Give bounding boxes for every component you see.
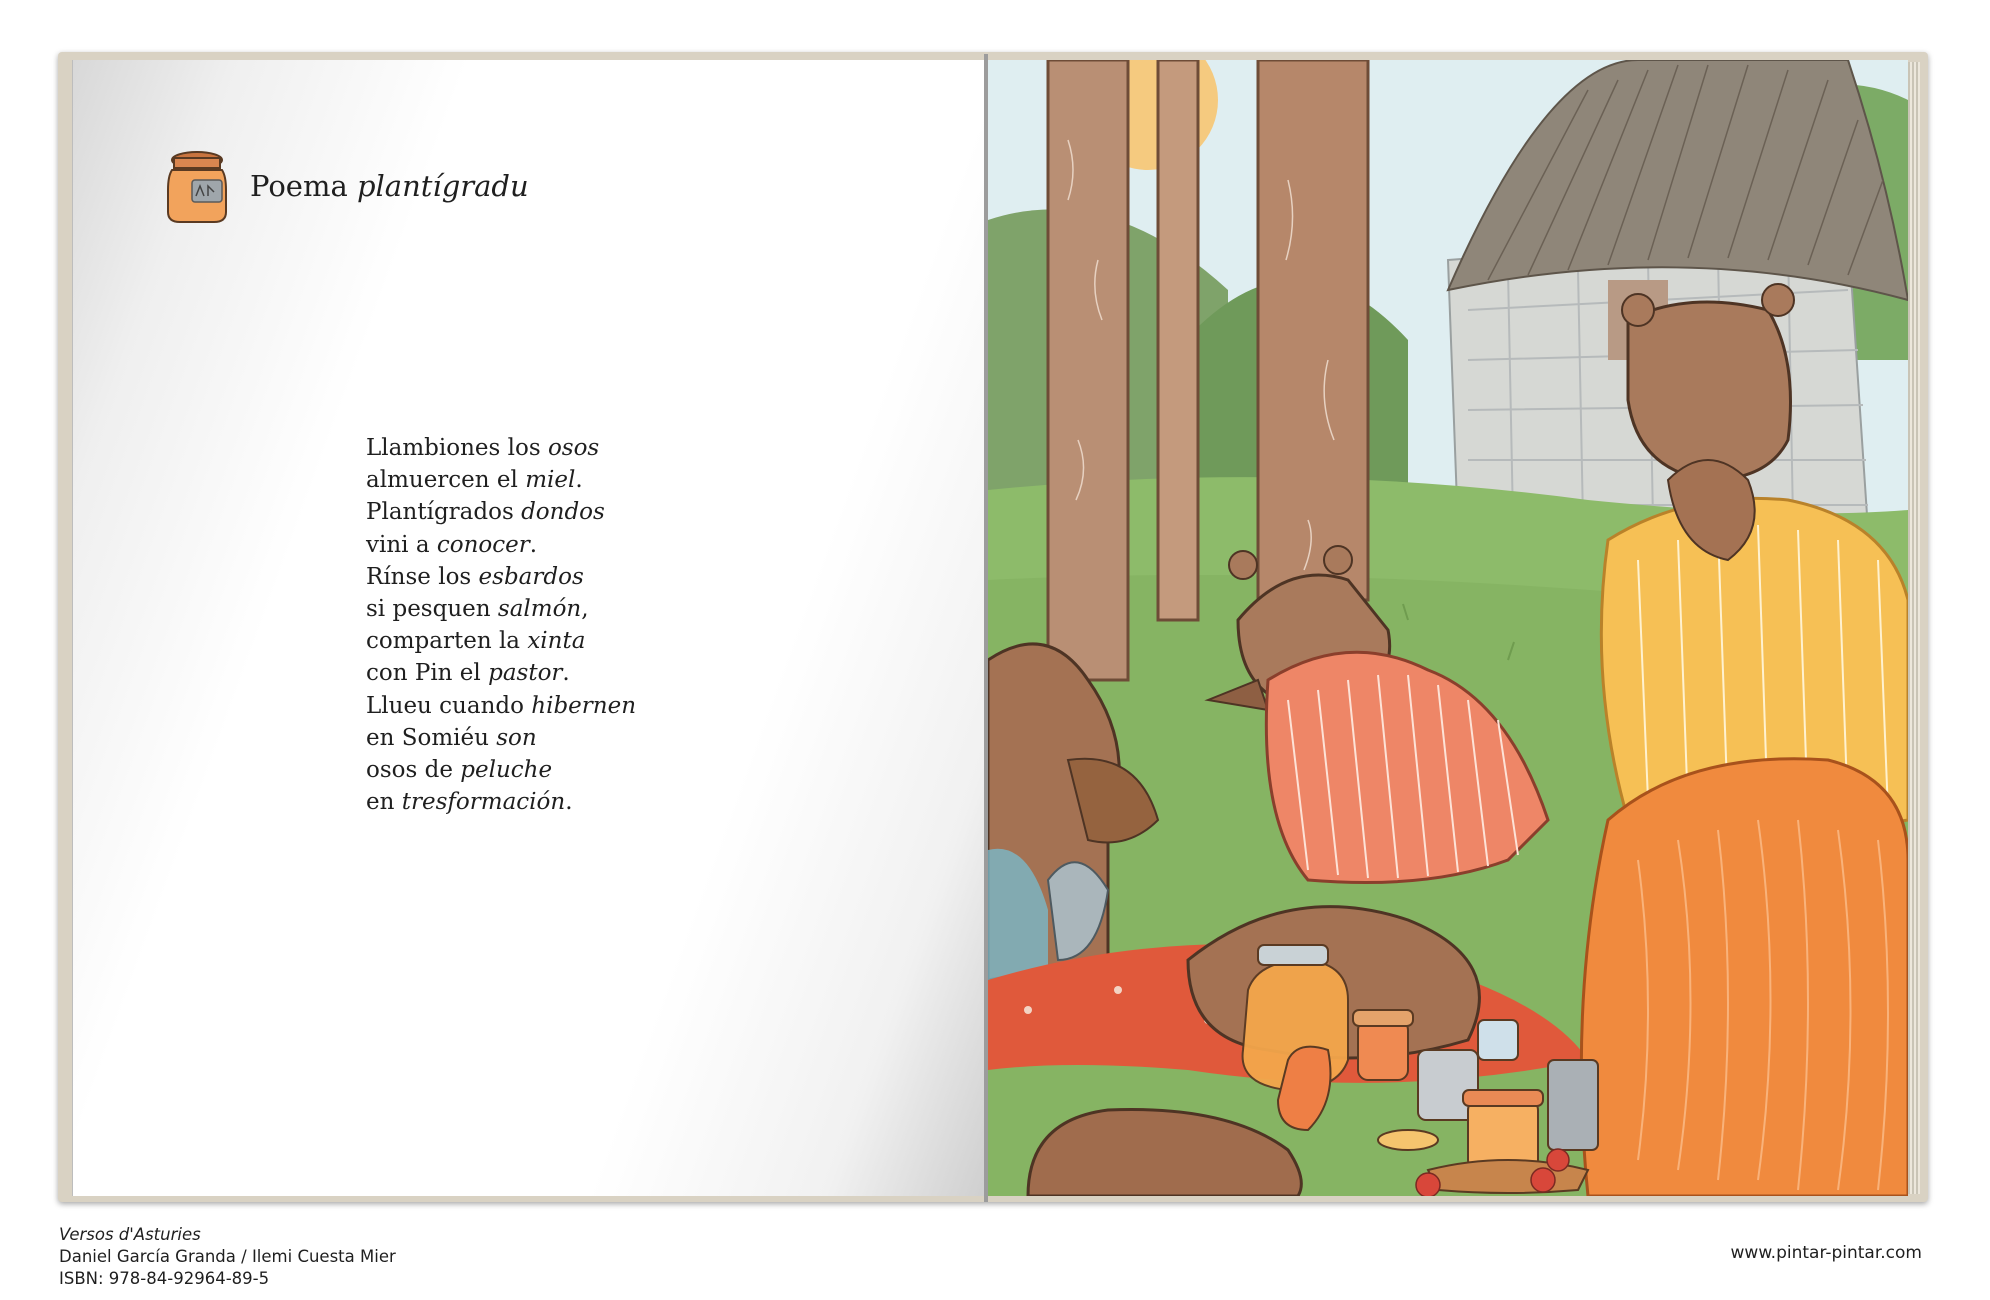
poem-line: Llambiones los osos: [366, 435, 600, 461]
poem-heading: [164, 146, 529, 226]
book-isbn: ISBN: 978-84-92964-89-5: [59, 1269, 270, 1288]
book-title: Versos d'Asturies: [59, 1225, 201, 1244]
honey-jar-icon: [164, 146, 230, 226]
poem-line: almuercen el miel.: [366, 467, 583, 494]
poem-line: osos de peluche: [366, 757, 553, 784]
book-authors: Daniel García Granda / Ilemi Cuesta Mier: [59, 1247, 396, 1266]
bears-picnic-illustration: [988, 60, 1908, 1196]
poem-line: en Somiéu son: [366, 724, 537, 751]
poem-line: Rínse los esbardos: [366, 563, 584, 590]
page-edge: [1908, 62, 1920, 1194]
poem-title: Poema plantígradu: [250, 169, 529, 203]
poem-line: con Pin el pastor.: [366, 660, 570, 687]
poem-line: en tresformación.: [366, 789, 573, 816]
right-page: [988, 60, 1908, 1196]
poem-line: Plantígrados dondos: [366, 499, 605, 526]
poem-line: Llueu cuando hibernen: [366, 692, 637, 719]
poem-line: comparten la xinta: [366, 628, 586, 655]
poem-line: vini a conocer.: [366, 531, 538, 558]
book-credits: [59, 1224, 396, 1290]
poem-line: si pesquen salmón,: [366, 596, 589, 623]
website-link[interactable]: www.pintar-pintar.com: [1730, 1243, 1922, 1263]
poem-body: [366, 432, 636, 818]
